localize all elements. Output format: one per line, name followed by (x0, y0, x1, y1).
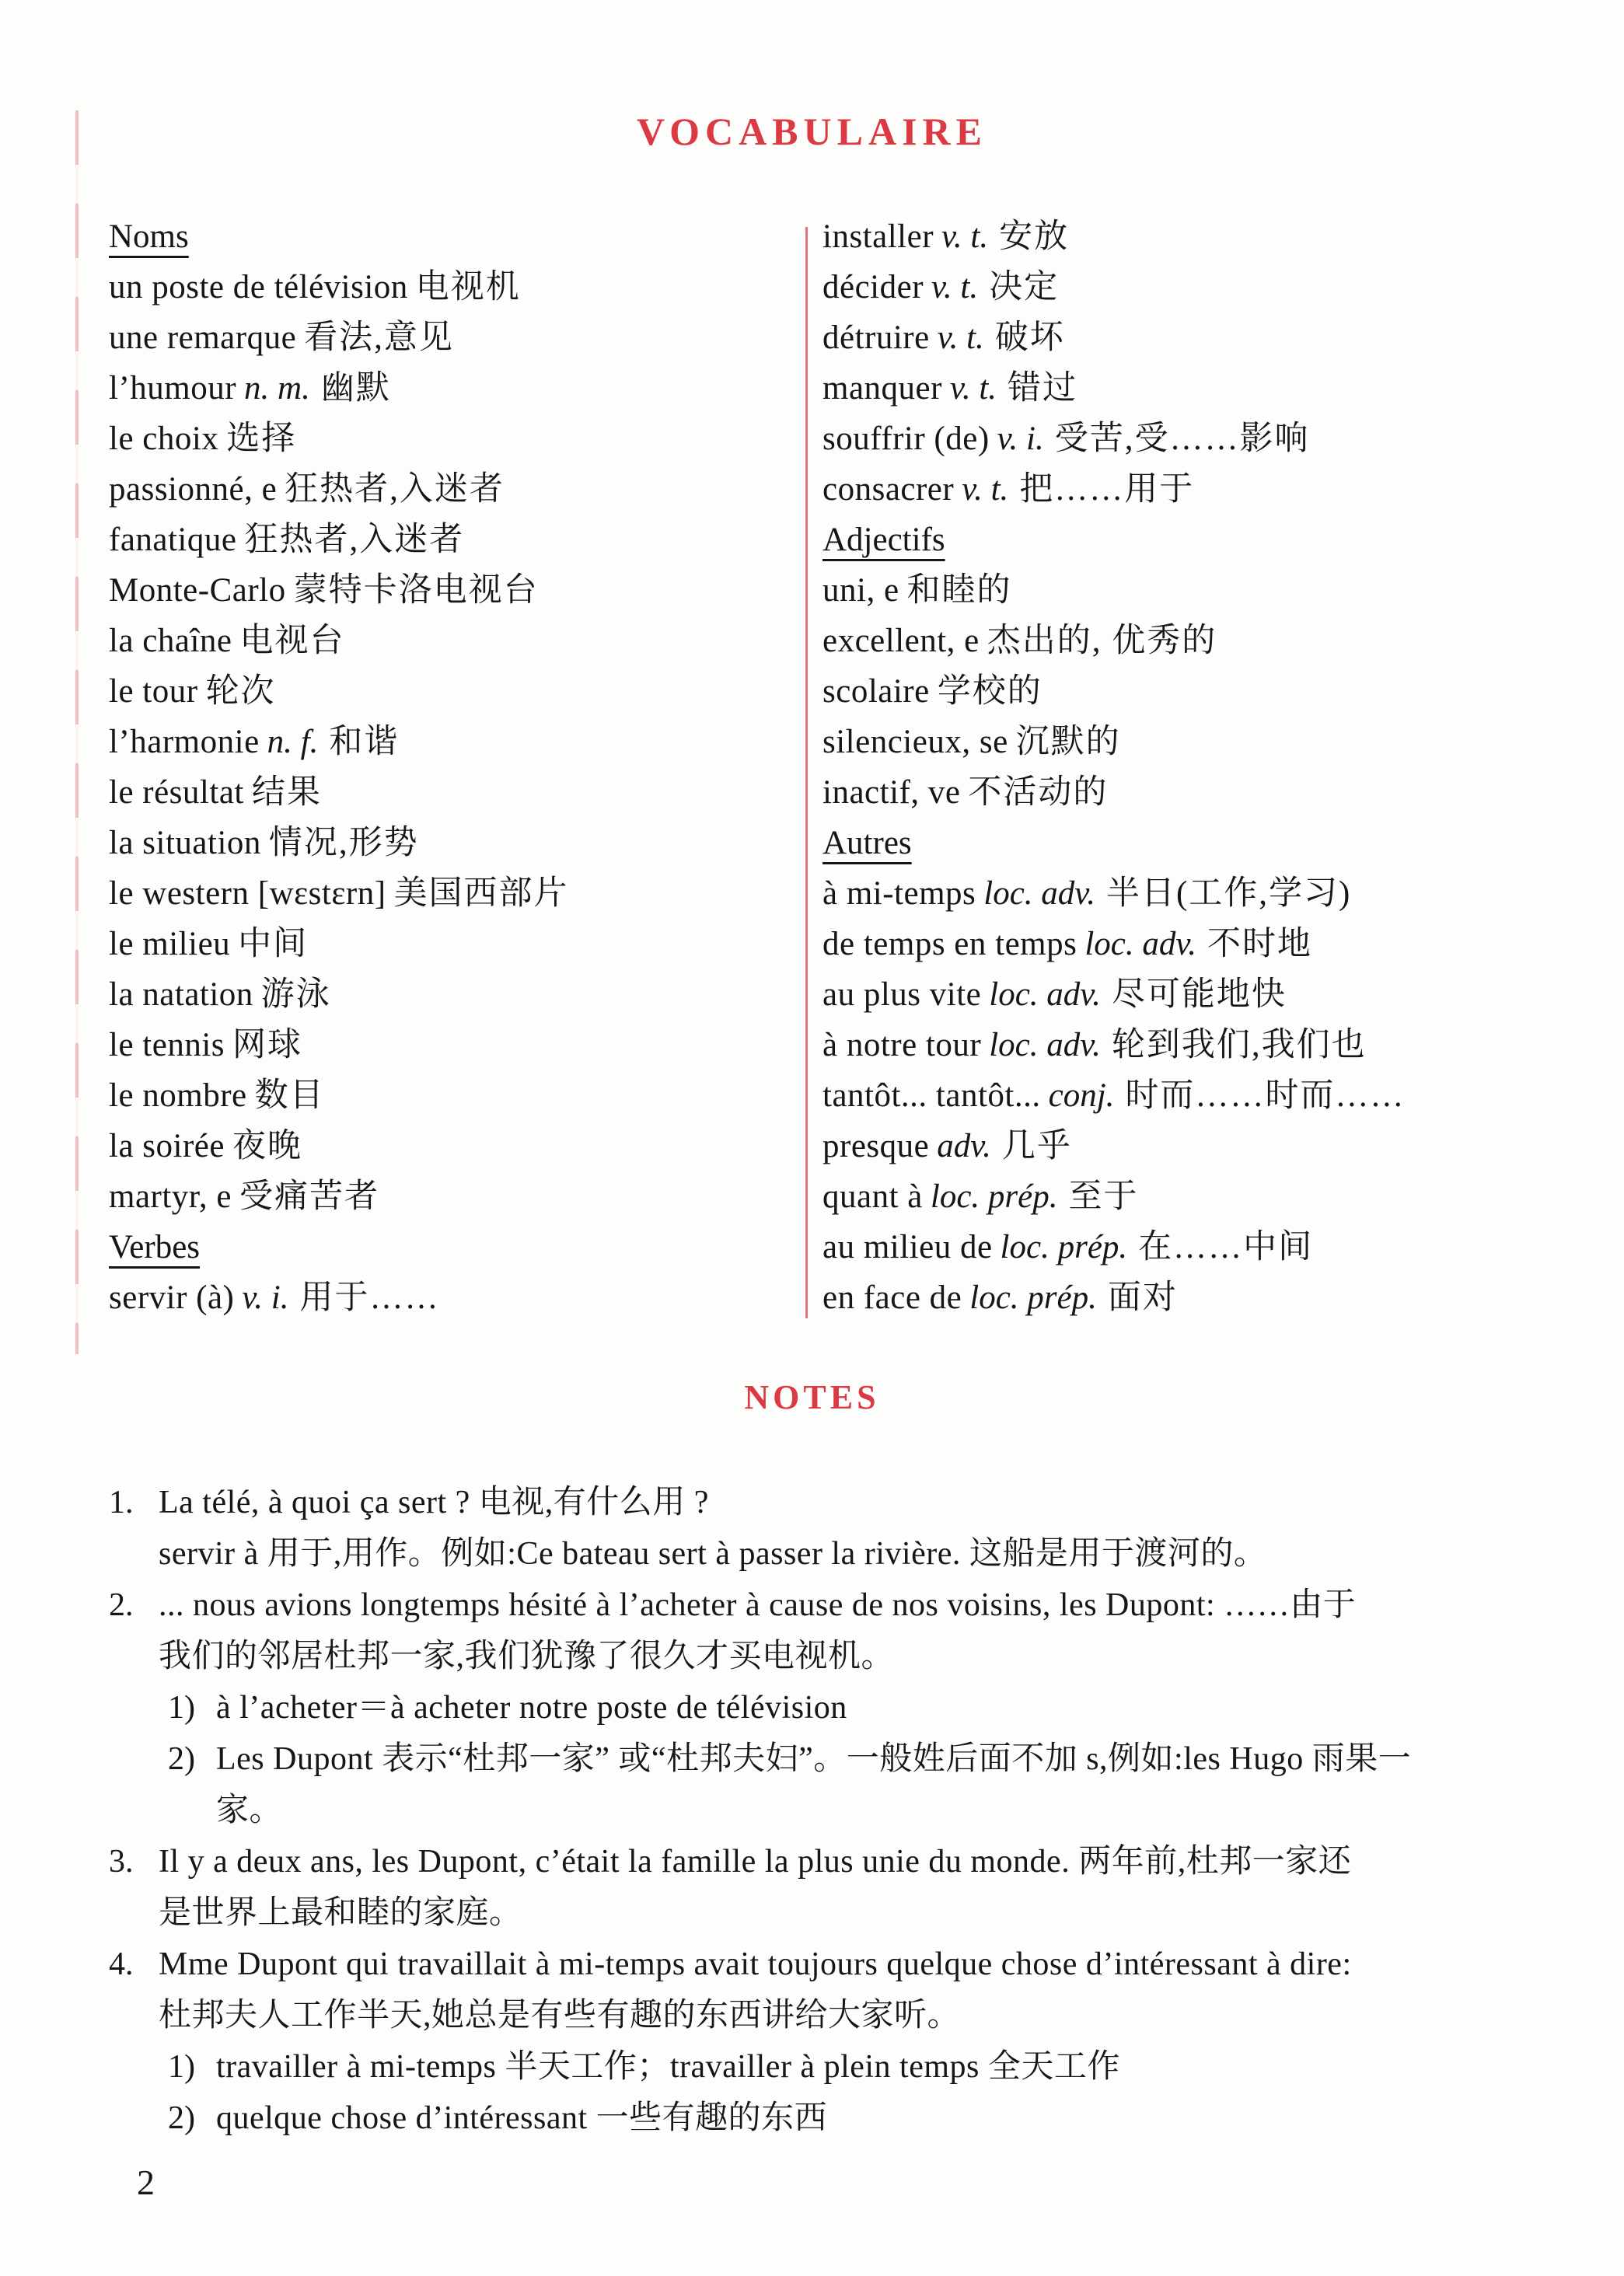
chinese-gloss: 幽默 (320, 370, 391, 407)
vocab-heading: Adjectifs (822, 522, 945, 558)
french-term: le western [wɛstɛrn] (109, 875, 386, 912)
part-of-speech-label: loc. prép. (1000, 1229, 1128, 1265)
french-term: au plus vite (822, 976, 982, 1013)
note-line (109, 1631, 1617, 1682)
part-of-speech-label: loc. prép. (930, 1178, 1058, 1215)
part-of-speech-label: v. i. (997, 421, 1044, 457)
vocab-entry (822, 868, 1608, 919)
chinese-gloss: 美国西部片 (393, 875, 569, 912)
chinese-gloss: 夜晚 (232, 1128, 302, 1164)
vocab-entry (109, 312, 797, 363)
french-term: à mi-temps (822, 875, 976, 912)
french-term: la natation (109, 976, 253, 1013)
vocab-entry (822, 969, 1608, 1020)
note-text: Il y a deux ans, les Dupont, c’était la famille la plus unie du monde. 两年前,杜邦一家还 (159, 1844, 1352, 1880)
chinese-gloss: 安放 (999, 218, 1070, 255)
chinese-gloss: 狂热者,入迷者 (285, 471, 505, 508)
note-marker: 2. (109, 1587, 134, 1623)
note-text: 家。 (216, 1793, 283, 1828)
vocab-heading: Noms (109, 218, 189, 255)
chinese-gloss: 电视台 (239, 623, 345, 659)
chinese-gloss: 沉默的 (1015, 724, 1121, 760)
chinese-gloss: 轮次 (205, 673, 276, 710)
vocab-entry (109, 414, 797, 464)
french-term: consacrer (822, 471, 955, 508)
vocab-entry (109, 919, 797, 969)
chinese-gloss: 受苦,受……影响 (1054, 421, 1310, 457)
chinese-gloss: 不时地 (1207, 926, 1313, 962)
part-of-speech-label: adv. (937, 1128, 991, 1164)
chinese-gloss: 和睦的 (906, 572, 1012, 609)
vocab-entry (822, 717, 1608, 767)
french-term: une remarque (109, 319, 297, 356)
french-term: souffrir (de) (822, 421, 990, 457)
chinese-gloss: 看法,意见 (304, 319, 454, 356)
note-line (109, 1990, 1617, 2041)
part-of-speech-label: loc. prép. (969, 1279, 1097, 1316)
note-line (109, 1939, 1617, 1990)
vocab-entry (109, 969, 797, 1020)
french-term: tantôt... tantôt... (822, 1077, 1041, 1114)
part-of-speech-label: n. f. (267, 724, 319, 760)
chinese-gloss: 破坏 (994, 319, 1065, 356)
vocab-entry (822, 464, 1608, 515)
french-term: à notre tour (822, 1027, 982, 1063)
vocab-entry (822, 262, 1608, 312)
vocab-entry (109, 767, 797, 818)
vocab-entry (109, 565, 797, 616)
note-marker: 3. (109, 1844, 134, 1880)
note-text: 我们的邻居杜邦一家,我们犹豫了很久才买电视机。 (159, 1639, 895, 1674)
vocab-entry (822, 1121, 1608, 1171)
french-term: la situation (109, 825, 261, 861)
french-term: le choix (109, 421, 219, 457)
french-term: manquer (822, 370, 942, 407)
part-of-speech-label: v. i. (242, 1279, 289, 1316)
vocab-heading-row (822, 515, 1608, 565)
note-line (109, 1528, 1617, 1580)
french-term: de temps en temps (822, 926, 1077, 962)
note-line (109, 1682, 1617, 1733)
vocab-entry (822, 312, 1608, 363)
note-marker: 1) (168, 1690, 195, 1726)
chinese-gloss: 网球 (232, 1027, 302, 1063)
chinese-gloss: 用于…… (299, 1279, 440, 1316)
chinese-gloss: 结果 (251, 774, 322, 811)
french-term: la chaîne (109, 623, 232, 659)
french-term: martyr, e (109, 1178, 232, 1215)
note-text: Les Dupont 表示“杜邦一家” 或“杜邦夫妇”。一般姓后面不加 s,例如:les Hugo 雨果一 (216, 1741, 1412, 1777)
note-text: 是世界上最和睦的家庭。 (159, 1895, 522, 1931)
french-term: le milieu (109, 926, 231, 962)
note-line (109, 2041, 1617, 2093)
chinese-gloss: 几乎 (1001, 1128, 1072, 1164)
chinese-gloss: 尽可能地快 (1111, 976, 1287, 1013)
french-term: scolaire (822, 673, 930, 710)
vocab-entry (109, 1171, 797, 1222)
vocab-entry (109, 464, 797, 515)
part-of-speech-label: v. t. (937, 319, 984, 356)
part-of-speech-label: loc. adv. (989, 1027, 1101, 1063)
french-term: un poste de télévision (109, 269, 408, 305)
note-text: La télé, à quoi ça sert ? 电视,有什么用 ? (159, 1485, 709, 1520)
page-title: VOCABULAIRE (636, 110, 988, 153)
french-term: servir (à) (109, 1279, 235, 1316)
french-term: presque (822, 1128, 930, 1164)
part-of-speech-label: loc. adv. (989, 976, 1101, 1013)
vocab-entry (109, 616, 797, 666)
french-term: en face de (822, 1279, 962, 1316)
vocab-entry (822, 414, 1608, 464)
vocab-entry (109, 868, 797, 919)
vocab-entry (822, 211, 1608, 262)
notes-section (109, 1477, 1617, 2144)
note-marker: 2) (168, 1741, 195, 1777)
chinese-gloss: 轮到我们,我们也 (1111, 1027, 1367, 1063)
chinese-gloss: 错过 (1008, 370, 1078, 407)
vocab-heading: Autres (822, 825, 912, 861)
chinese-gloss: 蒙特卡洛电视台 (293, 572, 539, 609)
note-text: à l’acheter＝à acheter notre poste de télévision (216, 1690, 847, 1726)
note-text: quelque chose d’intéressant 一些有趣的东西 (216, 2100, 828, 2136)
french-term: silencieux, se (822, 724, 1008, 760)
column-divider (805, 227, 808, 1318)
vocab-entry (109, 1272, 797, 1323)
french-term: au milieu de (822, 1229, 993, 1265)
chinese-gloss: 至于 (1068, 1178, 1139, 1215)
page-number: 2 (137, 2163, 155, 2202)
note-text: travailler à mi-temps 半天工作；travailler à plein temps 全天工作 (216, 2049, 1120, 2085)
note-text: ... nous avions longtemps hésité à l’acheter à cause de nos voisins, les Dupont: ……由于 (159, 1587, 1357, 1623)
vocab-entry (109, 1121, 797, 1171)
part-of-speech-label: v. t. (962, 471, 1009, 508)
chinese-gloss: 游泳 (260, 976, 331, 1013)
vocab-entry (109, 818, 797, 868)
french-term: la soirée (109, 1128, 225, 1164)
note-text: Mme Dupont qui travaillait à mi-temps avait toujours quelque chose d’intéressant à dire: (159, 1946, 1352, 1982)
french-term: le tour (109, 673, 198, 710)
vocab-entry (109, 262, 797, 312)
vocab-entry (109, 1070, 797, 1121)
note-line (109, 1887, 1617, 1939)
chinese-gloss: 在……中间 (1138, 1229, 1314, 1265)
page-edge-scan-artifact (75, 110, 79, 1354)
vocab-entry (109, 1020, 797, 1070)
vocab-entry (109, 666, 797, 717)
french-term: passionné, e (109, 471, 278, 508)
french-term: le nombre (109, 1077, 247, 1114)
note-line (109, 2093, 1617, 2144)
vocab-entry (822, 1171, 1608, 1222)
french-term: le résultat (109, 774, 244, 811)
chinese-gloss: 数目 (254, 1077, 325, 1114)
vocab-entry (822, 919, 1608, 969)
french-term: détruire (822, 319, 930, 356)
chinese-gloss: 选择 (226, 421, 297, 457)
note-marker: 1. (109, 1485, 134, 1520)
french-term: inactif, ve (822, 774, 961, 811)
note-text: 杜邦夫人工作半天,她总是有些有趣的东西讲给大家听。 (159, 1998, 961, 2033)
chinese-gloss: 杰出的, 优秀的 (987, 623, 1217, 659)
vocab-entry (822, 1272, 1608, 1323)
part-of-speech-label: loc. adv. (983, 875, 1095, 912)
french-term: le tennis (109, 1027, 225, 1063)
note-marker: 2) (168, 2100, 195, 2136)
vocab-heading-row (109, 211, 797, 262)
part-of-speech-label: loc. adv. (1084, 926, 1197, 962)
chinese-gloss: 半日(工作,学习) (1105, 875, 1352, 912)
vocab-entry (822, 1222, 1608, 1272)
chinese-gloss: 中间 (238, 926, 309, 962)
chinese-gloss: 电视机 (415, 269, 521, 305)
french-term: Monte-Carlo (109, 572, 286, 609)
note-line (109, 1733, 1617, 1785)
note-line (109, 1477, 1617, 1528)
chinese-gloss: 受痛苦者 (239, 1178, 379, 1215)
chinese-gloss: 面对 (1107, 1279, 1178, 1316)
vocab-entry (109, 363, 797, 414)
vocab-heading-row (822, 818, 1608, 868)
note-line (109, 1785, 1617, 1836)
chinese-gloss: 时而……时而…… (1125, 1077, 1406, 1114)
vocab-entry (822, 363, 1608, 414)
note-text: servir à 用于,用作。例如:Ce bateau sert à passer la rivière. 这船是用于渡河的。 (159, 1536, 1267, 1572)
part-of-speech-label: v. t. (949, 370, 997, 407)
vocab-column-left (109, 211, 797, 1323)
note-line (109, 1836, 1617, 1887)
chinese-gloss: 不活动的 (968, 774, 1109, 811)
part-of-speech-label: v. t. (941, 218, 989, 255)
chinese-gloss: 狂热者,入迷者 (244, 522, 465, 558)
vocab-entry (109, 515, 797, 565)
vocab-column-right (822, 211, 1608, 1323)
chinese-gloss: 情况,形势 (268, 825, 419, 861)
french-term: décider (822, 269, 924, 305)
notes-title: NOTES (744, 1378, 880, 1416)
french-term: uni, e (822, 572, 899, 609)
french-term: installer (822, 218, 934, 255)
vocab-heading-row (109, 1222, 797, 1272)
french-term: fanatique (109, 522, 237, 558)
chinese-gloss: 决定 (989, 269, 1060, 305)
vocab-entry (822, 565, 1608, 616)
vocab-entry (822, 767, 1608, 818)
french-term: l’harmonie (109, 724, 260, 760)
chinese-gloss: 和谐 (329, 724, 400, 760)
note-marker: 4. (109, 1946, 134, 1982)
french-term: l’humour (109, 370, 237, 407)
part-of-speech-label: conj. (1048, 1077, 1115, 1114)
vocab-entry (822, 616, 1608, 666)
french-term: quant à (822, 1178, 923, 1215)
chinese-gloss: 学校的 (937, 673, 1043, 710)
part-of-speech-label: v. t. (931, 269, 979, 305)
vocab-entry (822, 666, 1608, 717)
vocab-heading: Verbes (109, 1229, 201, 1265)
note-line (109, 1580, 1617, 1631)
vocab-entry (822, 1070, 1608, 1121)
note-marker: 1) (168, 2049, 195, 2085)
vocab-entry (109, 717, 797, 767)
chinese-gloss: 把……用于 (1019, 471, 1195, 508)
vocab-entry (822, 1020, 1608, 1070)
part-of-speech-label: n. m. (244, 370, 310, 407)
french-term: excellent, e (822, 623, 980, 659)
